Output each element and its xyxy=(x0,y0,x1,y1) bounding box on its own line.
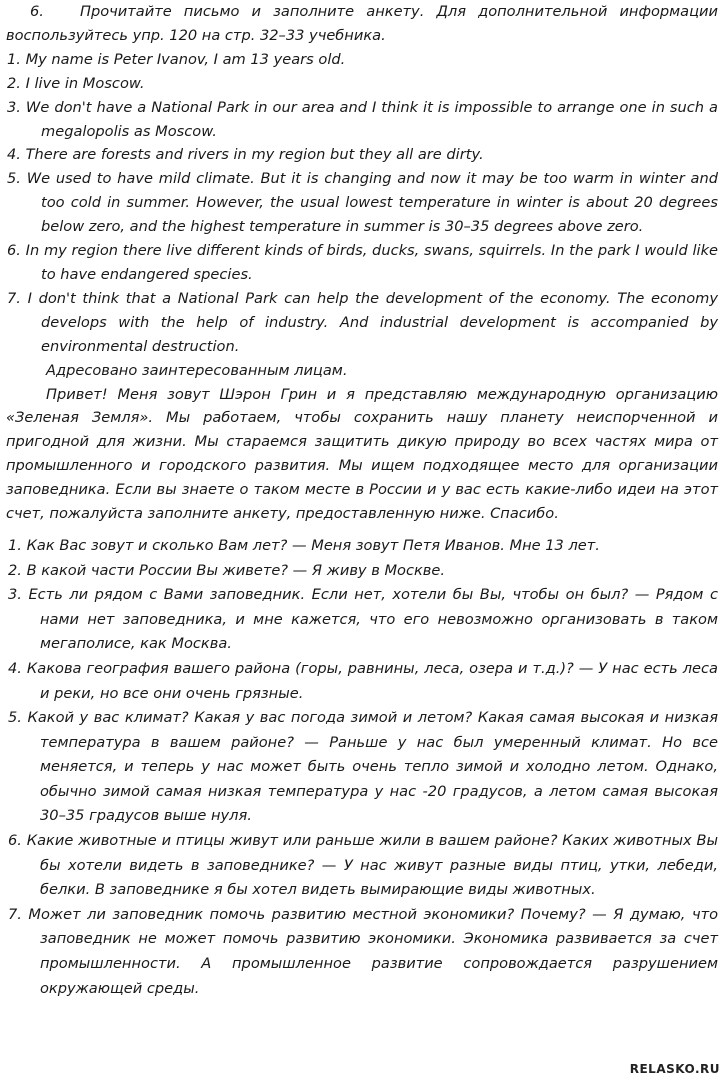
english-answer-1: 1. My name is Peter Ivanov, I am 13 years old. xyxy=(7,50,346,68)
russian-answer-7: 7. Может ли заповедник помочь развитию местной экономики? Почему? — Я думаю, что заповедник не может помочь развитию экономики. Экономика развивается за счет промышленности. А промышленное развитие сопровождается разрушением окружающей среды. xyxy=(8,905,718,997)
russian-answer-5: 5. Какой у вас климат? Какая у вас погода зимой и летом? Какая самая высокая и низкая температура в вашем районе? — Раньше у нас был умеренный климат. Но все меняется, и теперь у нас может быть очень тепло зимой и холодно летом. Однако, обычно зимой самая низкая температура у нас -20 градусов, а летом самая высокая 30–35 градусов выше нуля. xyxy=(8,709,718,825)
english-answer-2: 2. I live in Moscow. xyxy=(7,74,145,92)
site-watermark: RELASKO.RU xyxy=(629,1062,720,1077)
english-answer-3: 3. We don't have a National Park in our area and I think it is impossible to arrange one in such a megalopolis as Moscow. xyxy=(7,98,718,140)
task-header xyxy=(0,0,724,48)
russian-answer-6: 6. Какие животные и птицы живут или раньше жили в вашем районе? Каких животных Вы бы хотели видеть в заповеднике? — У нас живут разные виды птиц, утки, лебеди, белки. В заповеднике я бы хотел видеть вымирающие виды животных. xyxy=(8,832,718,899)
english-answers xyxy=(0,48,724,359)
english-answer-6: 6. In my region there live different kinds of birds, ducks, swans, squirrels. In the park I would like to have endangered species. xyxy=(7,242,718,283)
russian-answer-1: 1. Как Вас зовут и сколько Вам лет? — Меня зовут Петя Иванов. Мне 13 лет. xyxy=(8,536,600,554)
task-instruction: Прочитайте письмо и заполните анкету. Для дополнительной информации воспользуйтесь упр. 120 на стр. 32–33 учебника. xyxy=(6,3,718,44)
russian-answer-4: 4. Какова география вашего района (горы, равнины, леса, озера и т.д.)? — У нас есть леса и реки, но все они очень грязные. xyxy=(8,659,718,702)
task-number: 6. xyxy=(30,3,44,20)
english-answer-4: 4. There are forests and rivers in my region but they all are dirty. xyxy=(7,146,484,164)
russian-answer-2: 2. В какой части России Вы живете? — Я живу в Москве. xyxy=(8,561,446,579)
letter-body: Привет! Меня зовут Шэрон Грин и я представляю международную организацию «Зеленая Земля». Мы работаем, чтобы сохранить нашу планету неиспорченной и пригодной для жизни. Мы стараемся защитить дикую природу во всех частях мира от промышленного и городского развития. Мы ищем подходящее место для организации заповедника. Если вы знаете о таком месте в России и у вас есть какие-либо идеи на этот счет, пожалуйста заполните анкету, предоставленную ниже. Спасибо. xyxy=(6,385,718,523)
letter xyxy=(0,359,724,526)
russian-answer-3: 3. Есть ли рядом с Вами заповедник. Если нет, хотели бы Вы, чтобы он был? — Рядом с нами нет заповедника, и мне кажется, что его невозможно организовать в таком мегаполисе, как Москва. xyxy=(8,586,718,653)
english-answer-5: 5. We used to have mild climate. But it is changing and now it may be too warm in winter and too cold in summer. However, the usual lowest temperature in winter is about 20 degrees below zero, and the highest temperature in summer is 30–35 degrees above zero. xyxy=(7,170,718,236)
russian-answers xyxy=(0,534,724,1001)
letter-address: Адресовано заинтересованным лицам. xyxy=(46,361,348,379)
english-answer-7: 7. I don't think that a National Park can help the development of the economy. The economy develops with the help of industry. And industrial development is accompanied by environmental destruction. xyxy=(7,289,718,355)
